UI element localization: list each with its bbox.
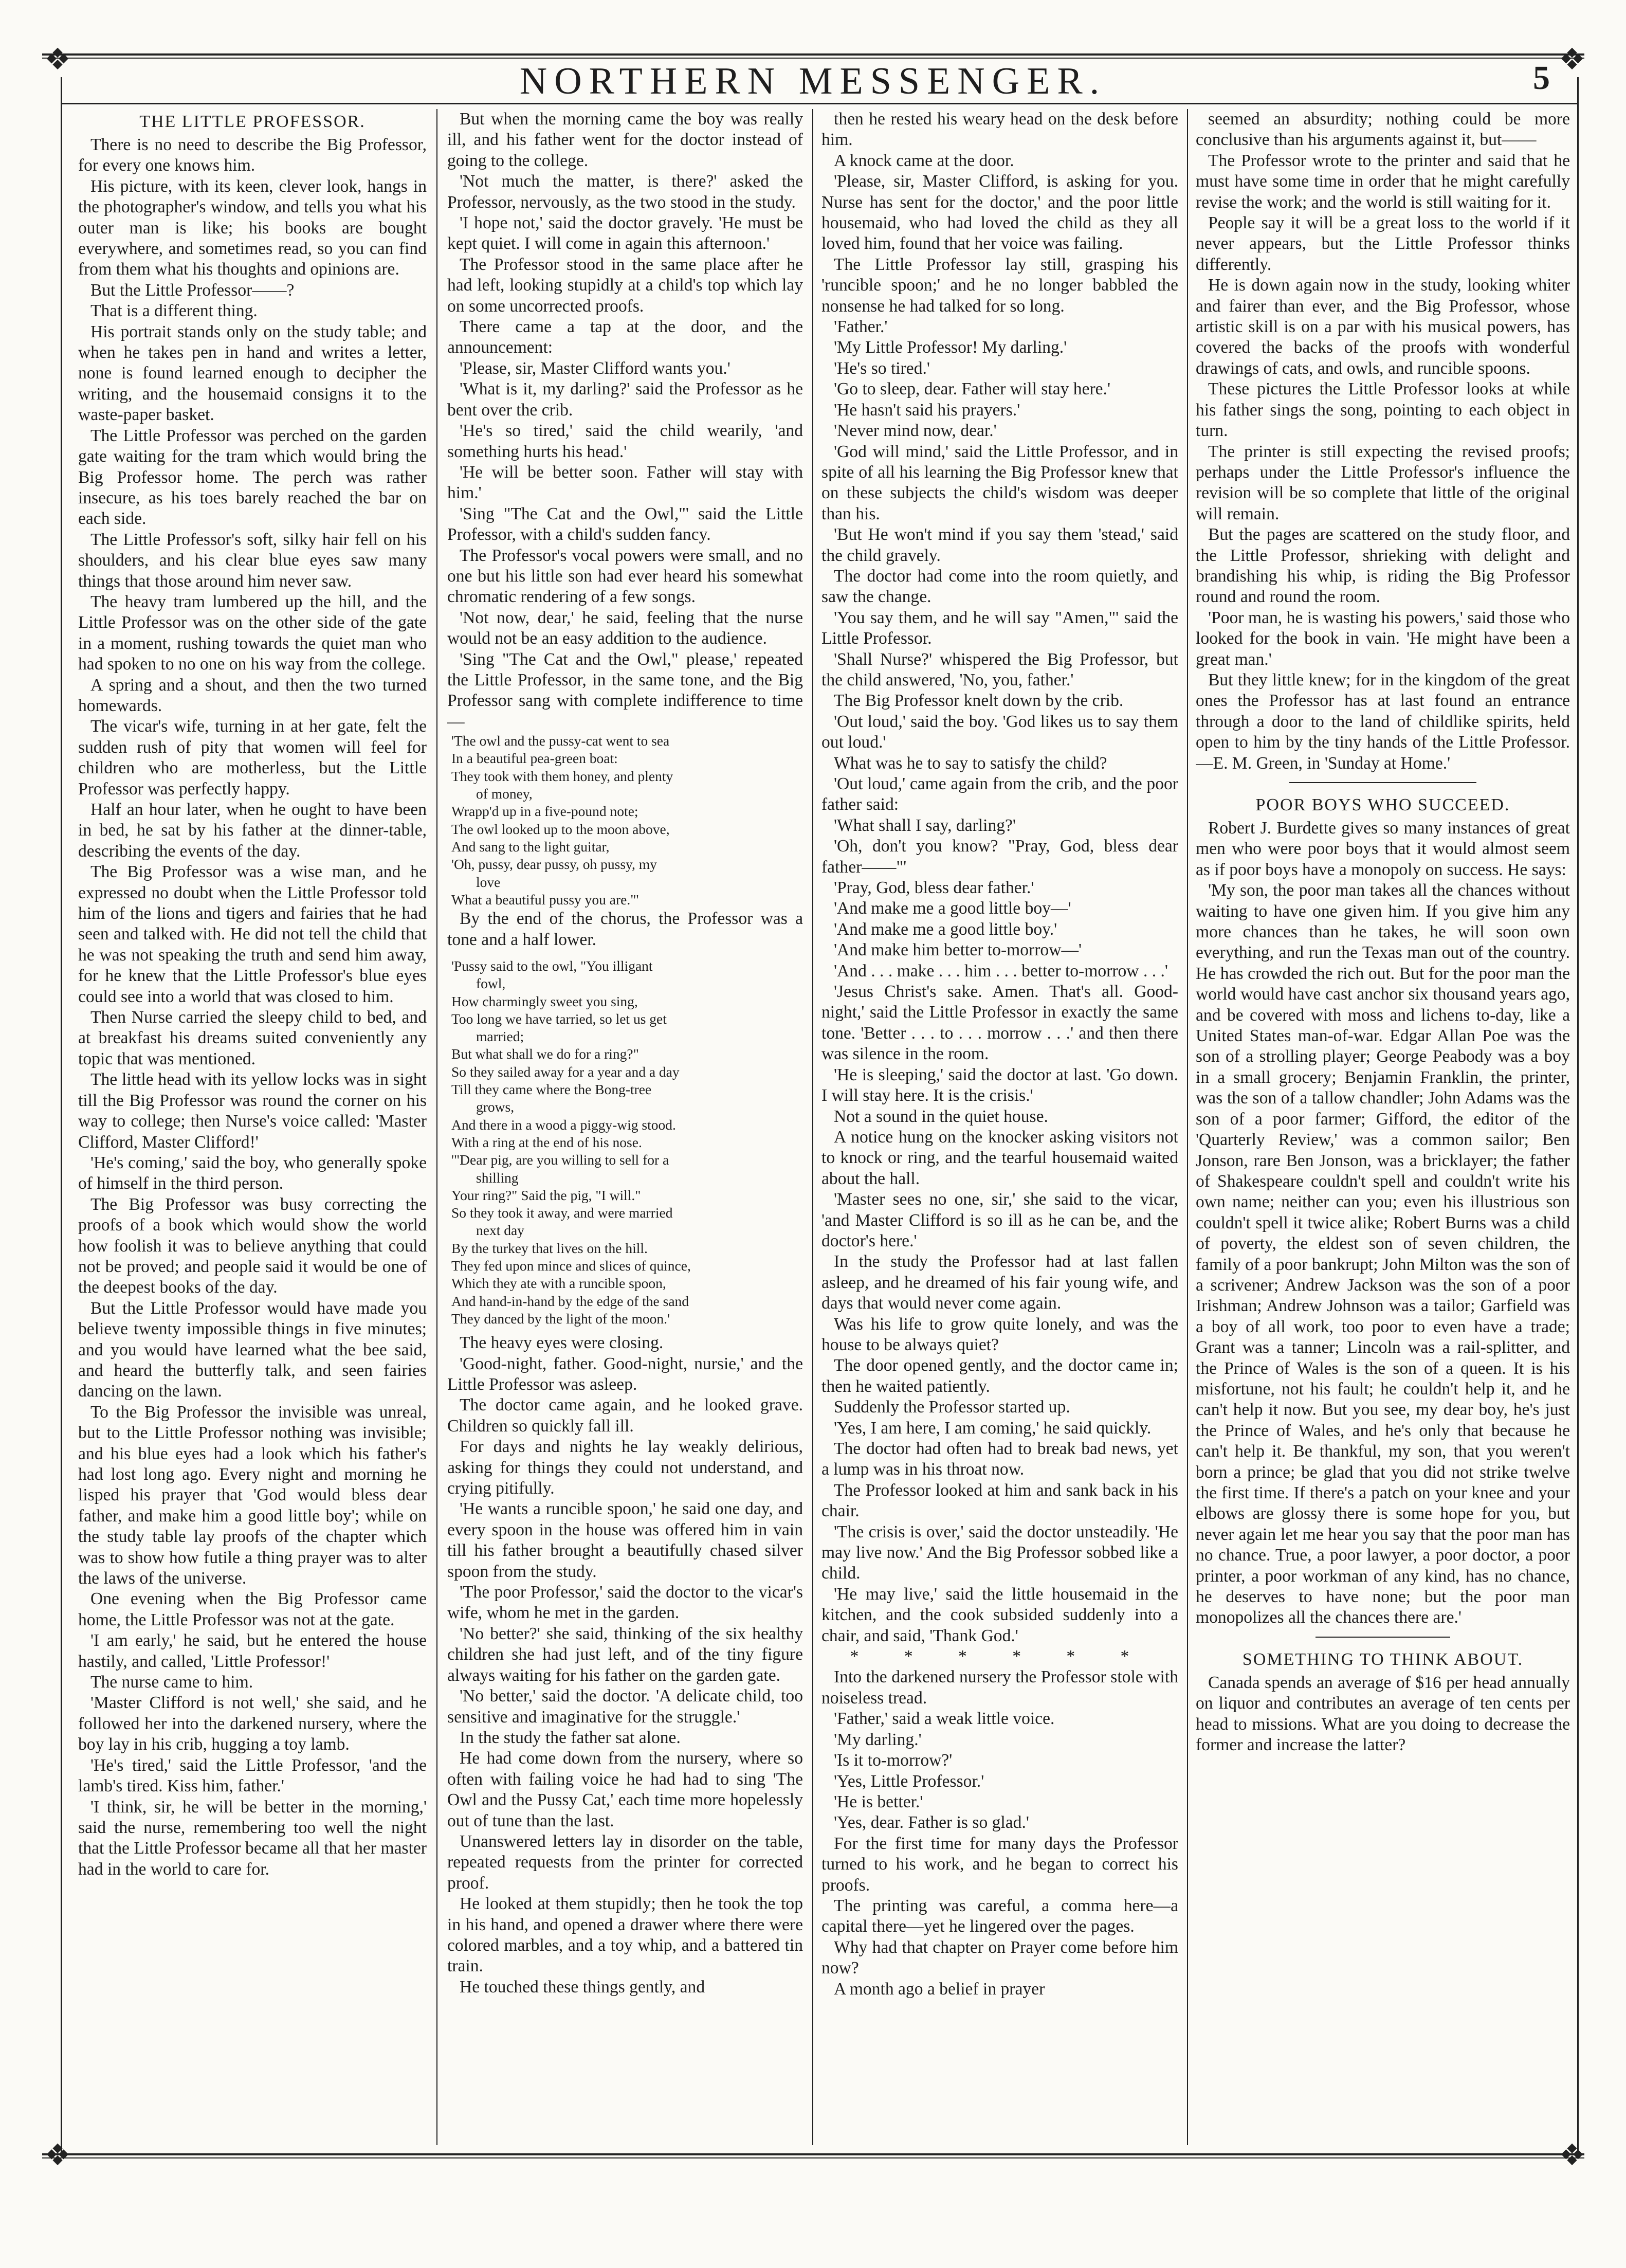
poem-line: 'The owl and the pussy-cat went to sea: [451, 733, 670, 749]
bottom-border-rule-2: [42, 2157, 1584, 2158]
paragraph: 'The poor Professor,' said the doctor to the vicar's wife, whom he met in the garden.: [447, 1583, 803, 1623]
top-border-rule-2: [42, 58, 1584, 59]
poem-line: But what shall we do for a ring?": [451, 1046, 639, 1062]
poem-line: So they took it away, and were married: [451, 1205, 673, 1221]
paragraph: 'Is it to-morrow?': [834, 1751, 953, 1770]
paragraph: For the first time for many days the Professor turned to his work, and he began to correct his proofs.: [821, 1834, 1178, 1895]
poem-line: Wrapp'd up in a five-pound note;: [451, 803, 638, 820]
poem-line: What a beautiful pussy you are."': [451, 891, 639, 908]
article-body: [1196, 1673, 1570, 1756]
paragraph: He looked at them stupidly; then he took the top in his hand, and opened a drawer where there were colored marbles, and a toy whip, and a battered tin train.: [447, 1894, 803, 1976]
paragraph: The Little Professor was perched on the garden gate waiting for the tram which would bring the Big Professor home. The perch was rather insecure, as his toes barely reached the bar on each side.: [78, 426, 427, 529]
paragraph: Why had that chapter on Prayer come before him now?: [821, 1937, 1178, 1978]
paragraph: The doctor had often had to break bad news, yet a lump was in his throat now.: [821, 1439, 1178, 1479]
article-body: [821, 1667, 1178, 2000]
paragraph: For days and nights he lay weakly delirious, asking for things they could not understand, and crying pitifully.: [447, 1437, 803, 1498]
paragraph: The doctor came again, and he looked grave. Children so quickly fall ill.: [447, 1395, 803, 1436]
paragraph: He had come down from the nursery, where so often with failing voice he had had to sing 'The Owl and the Pussy Cat,' each time more hopelessly out of tune than the last.: [447, 1749, 803, 1830]
paragraph: But the Little Professor——?: [90, 280, 295, 300]
paragraph: 'Yes, dear. Father is so glad.': [834, 1813, 1029, 1832]
paragraph: But when the morning came the boy was really ill, and his father went for the doctor instead of going to the college.: [447, 110, 803, 170]
paragraph: But the Little Professor would have made you believe twenty impossible things in five minutes; and you would have learned what the bee said, and heard the butterfly talk, and seen fairies dancing on the lawn.: [78, 1298, 427, 1401]
article-body: [447, 109, 803, 732]
article-body: [1196, 818, 1570, 1628]
paragraph: 'No better,' said the doctor. 'A delicate child, too sensitive and imaginative for the struggle.': [447, 1686, 803, 1727]
paragraph: 'And make him better to-morrow—': [834, 940, 1082, 960]
paragraph: then he rested his weary head on the desk before him.: [821, 110, 1178, 150]
paragraph: 'And . . . make . . . him . . . better to-morrow . . .': [834, 961, 1168, 981]
corner-ornament-icon: ❖: [44, 2137, 71, 2172]
paragraph: The Little Professor lay still, grasping his 'runcible spoon;' and he no longer babbled the nonsense he had talked for so long.: [821, 255, 1178, 316]
paragraph: The Big Professor was a wise man, and he expressed no doubt when the Little Professor told him of the lions and tigers and fairies that he had seen and talked with. He did not tell the child that he was not speaking the truth and send him away, for he knew that the Little Professor's blue eyes could see into a world that was closed to him.: [78, 862, 427, 1006]
paragraph: Suddenly the Professor started up.: [834, 1398, 1070, 1417]
paragraph: The Big Professor knelt down by the crib.: [834, 691, 1124, 711]
masthead-title: NORTHERN MESSENGER.: [519, 60, 1107, 102]
paragraph: 'Never mind now, dear.': [834, 421, 997, 441]
paragraph: 'He will be better soon. Father will stay with him.': [447, 462, 803, 503]
paragraph: The heavy tram lumbered up the hill, and the Little Professor was on the other side of the gate in a moment, rushing towards the quiet man who had spoken to no one on his way from the college.: [78, 592, 427, 674]
poem-line: 'Oh, pussy, dear pussy, oh pussy, my: [451, 856, 657, 873]
paragraph: Then Nurse carried the sleepy child to bed, and at breakfast his dreams suited conveniently any topic that was mentioned.: [78, 1008, 427, 1068]
paragraph: 'You say them, and he will say "Amen,"' said the Little Professor.: [821, 608, 1178, 648]
paragraph: The heavy eyes were closing.: [460, 1333, 664, 1353]
poem-line: How charmingly sweet you sing,: [451, 993, 638, 1009]
paragraph: There came a tap at the door, and the announcement:: [447, 317, 803, 357]
paragraph: 'Out loud,' came again from the crib, and the poor father said:: [821, 774, 1178, 814]
paragraph: 'Poor man, he is wasting his powers,' said those who looked for the book in vain. 'He might have been a great man.': [1196, 608, 1570, 669]
poem-line: Which they ate with a runcible spoon,: [451, 1275, 666, 1292]
paragraph: A month ago a belief in prayer: [834, 1979, 1045, 1999]
paragraph: The Professor's vocal powers were small, and no one but his little son had ever heard his somewhat chromatic rendering of a few songs.: [447, 546, 803, 607]
article-body: [447, 1333, 803, 1998]
paragraph: The printer is still expecting the revised proofs; perhaps under the Little Professor's influence the revision will be so complete that little of the original will remain.: [1196, 442, 1570, 523]
paragraph: 'Please, sir, Master Clifford wants you.': [460, 358, 730, 378]
paragraph: His picture, with its keen, clever look, hangs in the photographer's window, and tells you what his outer man is like; his books are bought everywhere, and sometimes read, so you can find from them what his thoughts and opinions are.: [78, 176, 427, 279]
poem-line: of money,: [476, 786, 533, 802]
paragraph: 'Father.': [834, 317, 888, 337]
paragraph: 'Please, sir, Master Clifford, is asking for you. Nurse has sent for the doctor,' and the poor little housemaid, who had loved the child as they all loved him, found that her voice was failing.: [821, 172, 1178, 253]
paragraph: His portrait stands only on the study table; and when he takes pen in hand and writes a letter, none is found learned enough to decipher the writing, and the housemaid consigns it to the waste-paper basket.: [78, 322, 427, 425]
paragraph: 'I hope not,' said the doctor gravely. 'He must be kept quiet. I will come in again this afternoon.': [447, 213, 803, 253]
poem-line: They danced by the light of the moon.': [451, 1310, 670, 1327]
paragraph: One evening when the Big Professor came home, the Little Professor was not at the gate.: [78, 1589, 427, 1629]
poem-line: They took with them honey, and plenty: [451, 768, 673, 784]
column-divider: [436, 109, 437, 2145]
paragraph: The vicar's wife, turning in at her gate, felt the sudden rush of pity that women will feel for children who are motherless, but the Little Professor was perfectly happy.: [78, 717, 427, 799]
top-border-rule: [42, 53, 1584, 56]
page-number: 5: [1533, 59, 1550, 97]
paragraph: 'Oh, don't you know? "Pray, God, bless dear father——"': [821, 837, 1178, 877]
section-break-stars: * * * * * *: [850, 1647, 1150, 1666]
poem-line: married;: [476, 1028, 524, 1045]
paragraph: 'What is it, my darling?' said the Professor as he bent over the crib.: [447, 379, 803, 420]
paragraph: 'Sing "The Cat and the Owl,"' said the Little Professor, with a child's sudden fancy.: [447, 504, 803, 545]
poem-line: 'Pussy said to the owl, "You illigant: [451, 957, 653, 974]
poem-line: They fed upon mince and slices of quince,: [451, 1258, 691, 1274]
paragraph: In the study the Professor had at last fallen asleep, and he dreamed of his fair young wife, and days that would never come again.: [821, 1252, 1178, 1313]
poem-stanza: [451, 732, 803, 909]
paragraph: Half an hour later, when he ought to have been in bed, he sat by his father at the dinner-table, describing the events of the day.: [78, 800, 427, 861]
paragraph: 'What shall I say, darling?': [834, 815, 1016, 835]
column-1: [78, 109, 427, 2117]
paragraph: The Professor stood in the same place after he had left, looking stupidly at a child's top which lay on some uncorrected proofs.: [447, 255, 803, 316]
paragraph: 'My darling.': [834, 1730, 922, 1749]
paragraph: 'Not now, dear,' he said, feeling that the nurse would not be an easy addition to the audience.: [447, 608, 803, 648]
poem-line: fowl,: [476, 975, 506, 992]
paragraph: The printing was careful, a comma here—a capital there—yet he lingered over the pages.: [821, 1896, 1178, 1936]
paragraph: The Big Professor was busy correcting the proofs of a book which would show the world how foolish it was to believe anything that could not be proved; and people said it would be one of the deepest books of the day.: [78, 1194, 427, 1297]
poem-line: With a ring at the end of his nose.: [451, 1134, 642, 1150]
paragraph: 'Sing "The Cat and the Owl," please,' repeated the Little Professor, in the same tone, and the Big Professor sang with complete indifference to time—: [447, 649, 803, 731]
paragraph: Canada spends an average of $16 per head annually on liquor and contributes an average of ten cents per head to missions. What are you doing to decrease the former and increase the latter?: [1196, 1673, 1570, 1755]
paragraph: What was he to say to satisfy the child?: [834, 753, 1107, 773]
paragraph: seemed an absurdity; nothing could be more conclusive than his arguments against it, but——: [1196, 110, 1570, 150]
paragraph: 'He's tired,' said the Little Professor, 'and the lamb's tired. Kiss him, father.': [78, 1755, 427, 1796]
paragraph: 'No better?' she said, thinking of the six healthy children she had just left, and of the tiny figure always waiting for his father on the garden gate.: [447, 1624, 803, 1685]
article-title: POOR BOYS WHO SUCCEED.: [1255, 795, 1510, 814]
article-title: SOMETHING TO THINK ABOUT.: [1242, 1649, 1524, 1669]
paragraph: 'Pray, God, bless dear father.': [834, 878, 1034, 898]
bottom-border-rule: [42, 2153, 1584, 2155]
article-body: [821, 109, 1178, 1646]
column-4: [1196, 109, 1570, 2117]
paragraph: 'He may live,' said the little housemaid in the kitchen, and the cook subsided suddenly into a chair, and said, 'Thank God.': [821, 1584, 1178, 1645]
poem-line: shilling: [476, 1169, 519, 1186]
paragraph: 'Master Clifford is not well,' she said, and he followed her into the darkened nursery, where the boy lay in his crib, hugging a toy lamb.: [78, 1693, 427, 1754]
paragraph: Was his life to grow quite lonely, and was the house to be always quiet?: [821, 1314, 1178, 1354]
paragraph: 'Shall Nurse?' whispered the Big Professor, but the child answered, 'No, you, father.': [821, 649, 1178, 690]
paragraph: 'And make me a good little boy.': [834, 919, 1057, 939]
section-divider: [1289, 782, 1476, 783]
paragraph: 'I am early,' he said, but he entered the house hastily, and called, 'Little Professor!': [78, 1631, 427, 1671]
paragraph: A knock came at the door.: [834, 151, 1014, 170]
paragraph: Unanswered letters lay in disorder on the table, repeated requests from the printer for corrected proof.: [447, 1831, 803, 1893]
poem-line: '"Dear pig, are you willing to sell for a: [451, 1152, 669, 1168]
paragraph: He touched these things gently, and: [460, 1977, 705, 1997]
paragraph: 'Go to sleep, dear. Father will stay here.': [834, 379, 1111, 399]
paragraph: 'He hasn't said his prayers.': [834, 400, 1020, 420]
paragraph: Not a sound in the quiet house.: [834, 1106, 1048, 1126]
poem-line: love: [476, 874, 501, 890]
paragraph: 'My son, the poor man takes all the chances without waiting to have one given him. If you give him any more chances than he takes, he will soon own everything, and run the Texas man out of the country. He has crowded the rich out. But for the poor man the world would have cast anchor six thousand years ago, and be covered with moss and lichens to-day, like a United States man-of-war. Edgar Allan Poe was the son of a strolling player; George Peabody was a boy in a small grocery; Benjamin Franklin, the printer, was the son of a tallow chandler; John Adams was the son of a poor farmer; Gifford, the editor of the 'Quarterly Review,' was a common sailor; Ben Jonson, rare Ben Jonson, was a bricklayer; the father of Shakespeare couldn't spell and couldn't write his own name; neither can you; even his illustrious son couldn't spell it twice alike; Robert Burns was a child of poverty, the eldest son of seven children, the family of a poor bankrupt; John Milton was the son of a scrivener; Andrew Jackson was the son of a poor Irishman; Andrew Johnson was a tailor; Garfield was a boy of all work, too poor to even have a trade; Grant was a tanner; Lincoln was a rail-splitter, and the Prince of Wales is the son of a queen. It is his misfortune, not his fault; he couldn't help it, and he can't help it now. But you see, my dear boy, he's just the Prince of Wales, and he's only that because he can't help it. Be thankful, my son, that you weren't born a prince; be glad that you did not strike twelve the first time. If there's a patch on your knee and your elbows are glossy there is some hope for you, but never again let me hear you say that the poor man has no chance. True, a poor lawyer, a poor doctor, a poor printer, a poor workman of any kind, has no chance, he deserves to have none; but the poor man monopolizes all the chances there are.': [1196, 881, 1570, 1627]
paragraph: But the pages are scattered on the study floor, and the Little Professor, shrieking with delight and brandishing his whip, is riding the Big Professor round and round the room.: [1196, 525, 1570, 607]
article-title: THE LITTLE PROFESSOR.: [139, 112, 366, 131]
paragraph: The Professor looked at him and sank back in his chair.: [821, 1480, 1178, 1521]
paragraph: 'He's coming,' said the boy, who generally spoke of himself in the third person.: [78, 1153, 427, 1193]
paragraph: The Little Professor's soft, silky hair fell on his shoulders, and his clear blue eyes saw many things that those around him never saw.: [78, 530, 427, 591]
corner-ornament-icon: ❖: [1559, 2137, 1585, 2172]
paragraph: Into the darkened nursery the Professor stole with noiseless tread.: [821, 1667, 1178, 1708]
poem-line: next day: [476, 1222, 524, 1239]
paragraph: By the end of the chorus, the Professor was a tone and a half lower.: [447, 909, 803, 949]
left-border-rule: [61, 77, 62, 2152]
right-border-rule: [1577, 77, 1579, 2152]
poem-line: Too long we have tarried, so let us get: [451, 1010, 667, 1027]
paragraph: The Professor wrote to the printer and said that he must have some time in order that he might carefully revise the work; and the world is still waiting for it.: [1196, 151, 1570, 212]
paragraph: The little head with its yellow locks was in sight till the Big Professor was round the corner on his way to college; then Nurse's voice called: 'Master Clifford, Master Clifford!': [78, 1070, 427, 1152]
paragraph: 'Good-night, father. Good-night, nursie,' and the Little Professor was asleep.: [447, 1354, 803, 1394]
article-body: [78, 135, 427, 1880]
paragraph: The doctor had come into the room quietly, and saw the change.: [821, 566, 1178, 607]
paragraph: 'He is sleeping,' said the doctor at last. 'Go down. I will stay here. It is the crisis.': [821, 1065, 1178, 1105]
paragraph: People say it will be a great loss to the world if it never appears, but the Little Professor thinks differently.: [1196, 213, 1570, 274]
paragraph: 'Not much the matter, is there?' asked the Professor, nervously, as the two stood in the study.: [447, 172, 803, 212]
paragraph: A spring and a shout, and then the two turned homewards.: [78, 675, 427, 715]
paragraph: Robert J. Burdette gives so many instances of great men who were poor boys that it would almost seem as if poor boys have a monopoly on success. He says:: [1196, 819, 1570, 879]
paragraph: 'Master sees no one, sir,' she said to the vicar, 'and Master Clifford is so ill as he can be, and the doctor's here.': [821, 1190, 1178, 1250]
section-divider: [1316, 1637, 1450, 1638]
poem-stanza: [451, 957, 803, 1328]
paragraph: 'Yes, Little Professor.': [834, 1771, 984, 1791]
paragraph: 'My Little Professor! My darling.': [834, 338, 1067, 357]
poem-line: And there in a wood a piggy-wig stood.: [451, 1116, 676, 1133]
paragraph: 'He's so tired.': [834, 358, 930, 378]
paragraph: 'But He won't mind if you say them 'stead,' said the child gravely.: [821, 525, 1178, 565]
article-body: [1196, 109, 1570, 774]
column-divider: [812, 109, 813, 2145]
poem-line: By the turkey that lives on the hill.: [451, 1240, 648, 1256]
poem-line: Your ring?" Said the pig, "I will.": [451, 1187, 641, 1203]
column-divider: [1187, 109, 1188, 2145]
paragraph: A notice hung on the knocker asking visitors not to knock or ring, and the tearful housemaid waited about the hall.: [821, 1127, 1178, 1188]
paragraph: 'The crisis is over,' said the doctor unsteadily. 'He may live now.' And the Big Professor sobbed like a child.: [821, 1522, 1178, 1583]
paragraph: 'Jesus Christ's sake. Amen. That's all. Good-night,' said the Little Professor in exactly the same tone. 'Better . . . to . . . morrow . . .' and then there was silence in the room.: [821, 982, 1178, 1064]
paragraph: 'He is better.': [834, 1792, 923, 1811]
paragraph: 'He wants a runcible spoon,' he said one day, and every spoon in the house was offered him in vain till his father brought a beautifully chased silver spoon from the study.: [447, 1499, 803, 1581]
column-2: [447, 109, 803, 2117]
paragraph: 'God will mind,' said the Little Professor, and in spite of all his learning the Big Professor knew that on these subjects the child's wisdom was deeper than his.: [821, 442, 1178, 523]
masthead-rule: [61, 103, 1577, 104]
poem-line: So they sailed away for a year and a day: [451, 1063, 680, 1080]
paragraph: But they little knew; for in the kingdom of the great ones the Professor has at last found an entrance through a door to the land of childlike spirits, held open to him by the tiny hands of the Little Professor.—E. M. Green, in 'Sunday at Home.': [1196, 670, 1570, 773]
paragraph: 'I think, sir, he will be better in the morning,' said the nurse, remembering too well the night that the Little Professor became all that her master had in the world to care for.: [78, 1797, 427, 1879]
paragraph: To the Big Professor the invisible was unreal, but to the Little Professor nothing was invisible; and his blue eyes had a look which his father's had lost long ago. Every night and morning he lisped his prayer that 'God would bless dear father, and make him a good little boy'; while on the study table lay proofs of the chapter which was to show how futile a thing prayer was to alter the laws of the universe.: [78, 1402, 427, 1588]
paragraph: In the study the father sat alone.: [460, 1728, 681, 1747]
paragraph: The door opened gently, and the doctor came in; then he waited patiently.: [821, 1356, 1178, 1396]
poem-line: Till they came where the Bong-tree: [451, 1081, 652, 1098]
poem-line: And hand-in-hand by the edge of the sand: [451, 1293, 689, 1309]
paragraph: There is no need to describe the Big Professor, for every one knows him.: [78, 135, 427, 175]
paragraph: The nurse came to him.: [90, 1673, 253, 1692]
poem-line: grows,: [476, 1099, 515, 1115]
paragraph: 'He's so tired,' said the child wearily, 'and something hurts his head.': [447, 421, 803, 461]
poem-line: And sang to the light guitar,: [451, 838, 610, 855]
column-3: [821, 109, 1178, 2117]
paragraph: That is a different thing.: [90, 301, 258, 321]
corner-ornament-icon: ❖: [44, 42, 71, 77]
paragraph: 'Out loud,' said the boy. 'God likes us to say them out loud.': [821, 712, 1178, 752]
paragraph: These pictures the Little Professor looks at while his father sings the song, pointing to each object in turn.: [1196, 379, 1570, 441]
paragraph: 'Father,' said a weak little voice.: [834, 1709, 1055, 1729]
paragraph: He is down again now in the study, looking whiter and fairer than ever, and the Big Professor, whose artistic skill is on a par with his musical powers, has covered the backs of the proofs with wonderful drawings of cats, and owls, and runcible spoons.: [1196, 276, 1570, 378]
poem-line: In a beautiful pea-green boat:: [451, 750, 618, 767]
corner-ornament-icon: ❖: [1559, 42, 1585, 77]
paragraph: 'Yes, I am here, I am coming,' he said quickly.: [834, 1418, 1152, 1438]
poem-line: The owl looked up to the moon above,: [451, 821, 670, 837]
paragraph: 'And make me a good little boy—': [834, 899, 1071, 918]
